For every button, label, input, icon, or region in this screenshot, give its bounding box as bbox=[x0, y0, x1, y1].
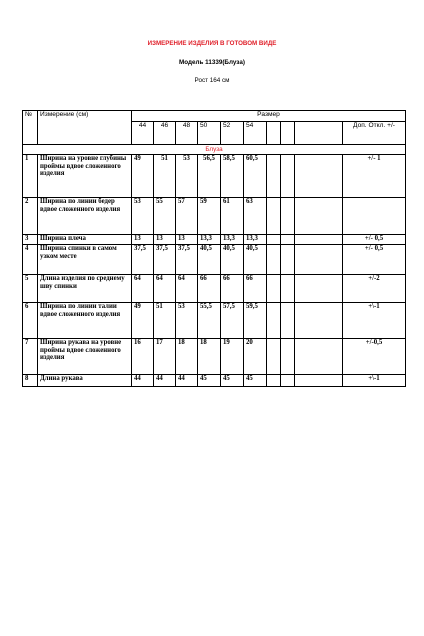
empty-cell bbox=[281, 339, 295, 375]
cell-value: 18 bbox=[176, 339, 198, 375]
empty-cell bbox=[281, 235, 295, 245]
size-header: 52 bbox=[221, 122, 244, 145]
empty-cell bbox=[281, 155, 295, 198]
empty-cell bbox=[267, 155, 281, 198]
empty-cell bbox=[281, 375, 295, 387]
cell-value: 16 bbox=[132, 339, 154, 375]
cell-value: 45 bbox=[198, 375, 221, 387]
model-label: Модель 11339(Блуза) bbox=[179, 59, 245, 66]
cell-value: 66 bbox=[198, 275, 221, 303]
empty-cell bbox=[295, 245, 343, 275]
empty-cell bbox=[281, 198, 295, 235]
table-header-row bbox=[23, 111, 406, 122]
cell-value: 40,5 bbox=[198, 245, 221, 275]
cell-value: 37,5 bbox=[154, 245, 176, 275]
table-row bbox=[23, 339, 406, 375]
col-size-header: Размер bbox=[132, 111, 406, 122]
size-header: 50 bbox=[198, 122, 221, 145]
empty-cell bbox=[281, 303, 295, 339]
col-measure-header: Измерение (см) bbox=[38, 111, 132, 145]
cell-value: 45 bbox=[221, 375, 244, 387]
table-row bbox=[23, 198, 406, 235]
cell-value: 13,3 bbox=[221, 235, 244, 245]
cell-value: 53 bbox=[176, 303, 198, 339]
cell-value: 18 bbox=[198, 339, 221, 375]
cell-value: 51 bbox=[154, 155, 176, 198]
cell-value: 13 bbox=[132, 235, 154, 245]
col-num-header: № bbox=[23, 111, 38, 145]
table-row bbox=[23, 275, 406, 303]
empty-cell bbox=[295, 155, 343, 198]
cell-value: 37,5 bbox=[132, 245, 154, 275]
cell-value: 40,5 bbox=[221, 245, 244, 275]
cell-value: 13 bbox=[154, 235, 176, 245]
table-row bbox=[23, 245, 406, 275]
size-header: 44 bbox=[132, 122, 154, 145]
row-name: Ширина на уровне глубины проймы вдвое сложенного изделия bbox=[38, 155, 132, 198]
cell-tolerance: +/- 1 bbox=[343, 155, 406, 198]
document-title: ИЗМЕРЕНИЕ ИЗДЕЛИЯ В ГОТОВОМ ВИДЕ bbox=[147, 40, 277, 47]
cell-tolerance: +\-1 bbox=[343, 375, 406, 387]
section-label: Блуза bbox=[23, 145, 406, 155]
cell-value: 63 bbox=[244, 198, 267, 235]
cell-tolerance: +/-0,5 bbox=[343, 339, 406, 375]
cell-value: 53 bbox=[176, 155, 198, 198]
empty-cell bbox=[295, 375, 343, 387]
cell-value: 40,5 bbox=[244, 245, 267, 275]
cell-value: 55,5 bbox=[198, 303, 221, 339]
table-row bbox=[23, 303, 406, 339]
empty-cell bbox=[295, 235, 343, 245]
empty-cell bbox=[295, 303, 343, 339]
cell-tolerance bbox=[343, 198, 406, 235]
row-name: Ширина спинки в самом узком месте bbox=[38, 245, 132, 275]
cell-tolerance: +/- 0,5 bbox=[343, 245, 406, 275]
cell-value: 66 bbox=[244, 275, 267, 303]
cell-value: 13,3 bbox=[198, 235, 221, 245]
cell-value: 59 bbox=[198, 198, 221, 235]
row-name: Длина изделия по среднему шву спинки bbox=[38, 275, 132, 303]
empty-size-cell bbox=[295, 122, 343, 145]
empty-cell bbox=[267, 235, 281, 245]
cell-value: 64 bbox=[176, 275, 198, 303]
cell-value: 64 bbox=[132, 275, 154, 303]
table-row bbox=[23, 375, 406, 387]
cell-tolerance: +/-2 bbox=[343, 275, 406, 303]
cell-value: 58,5 bbox=[221, 155, 244, 198]
cell-value: 44 bbox=[132, 375, 154, 387]
cell-value: 59,5 bbox=[244, 303, 267, 339]
cell-value: 64 bbox=[154, 275, 176, 303]
empty-size-cell bbox=[281, 122, 295, 145]
empty-cell bbox=[295, 275, 343, 303]
empty-cell bbox=[267, 245, 281, 275]
cell-value: 19 bbox=[221, 339, 244, 375]
row-num: 1 bbox=[23, 155, 38, 198]
row-name: Длина рукава bbox=[38, 375, 132, 387]
empty-cell bbox=[267, 303, 281, 339]
cell-tolerance: +\-1 bbox=[343, 303, 406, 339]
empty-cell bbox=[281, 245, 295, 275]
row-num: 2 bbox=[23, 198, 38, 235]
cell-value: 55 bbox=[154, 198, 176, 235]
cell-value: 44 bbox=[176, 375, 198, 387]
row-num: 6 bbox=[23, 303, 38, 339]
cell-value: 17 bbox=[154, 339, 176, 375]
size-header: 46 bbox=[154, 122, 176, 145]
row-num: 4 bbox=[23, 245, 38, 275]
cell-value: 60,5 bbox=[244, 155, 267, 198]
cell-value: 53 bbox=[132, 198, 154, 235]
empty-cell bbox=[281, 275, 295, 303]
cell-tolerance: +/- 0,5 bbox=[343, 235, 406, 245]
cell-value: 57 bbox=[176, 198, 198, 235]
size-header: 54 bbox=[244, 122, 267, 145]
cell-value: 51 bbox=[154, 303, 176, 339]
section-row bbox=[23, 145, 406, 155]
row-num: 5 bbox=[23, 275, 38, 303]
cell-value: 49 bbox=[132, 155, 154, 198]
row-name: Ширина по линии бедер вдвое сложенного изделия bbox=[38, 198, 132, 235]
table-row bbox=[23, 155, 406, 198]
cell-value: 13,3 bbox=[244, 235, 267, 245]
cell-value: 37,5 bbox=[176, 245, 198, 275]
empty-size-cell bbox=[267, 122, 281, 145]
cell-value: 44 bbox=[154, 375, 176, 387]
row-num: 3 bbox=[23, 235, 38, 245]
cell-value: 66 bbox=[221, 275, 244, 303]
cell-value: 61 bbox=[221, 198, 244, 235]
measurement-table bbox=[22, 110, 406, 387]
empty-cell bbox=[267, 198, 281, 235]
row-name: Ширина по линии талии вдвое сложенного изделия bbox=[38, 303, 132, 339]
cell-value: 57,5 bbox=[221, 303, 244, 339]
cell-value: 49 bbox=[132, 303, 154, 339]
height-label: Рост 164 см bbox=[194, 77, 230, 84]
empty-cell bbox=[267, 339, 281, 375]
empty-cell bbox=[267, 375, 281, 387]
empty-cell bbox=[295, 198, 343, 235]
row-num: 8 bbox=[23, 375, 38, 387]
cell-value: 56,5 bbox=[198, 155, 221, 198]
table-row bbox=[23, 235, 406, 245]
row-num: 7 bbox=[23, 339, 38, 375]
empty-cell bbox=[295, 339, 343, 375]
empty-cell bbox=[267, 275, 281, 303]
cell-value: 20 bbox=[244, 339, 267, 375]
col-tol-header: Доп. Откл. +/- bbox=[343, 122, 406, 145]
cell-value: 13 bbox=[176, 235, 198, 245]
row-name: Ширина плеча bbox=[38, 235, 132, 245]
row-name: Ширина рукава на уровне проймы вдвое сложенного изделия bbox=[38, 339, 132, 375]
size-header: 48 bbox=[176, 122, 198, 145]
cell-value: 45 bbox=[244, 375, 267, 387]
